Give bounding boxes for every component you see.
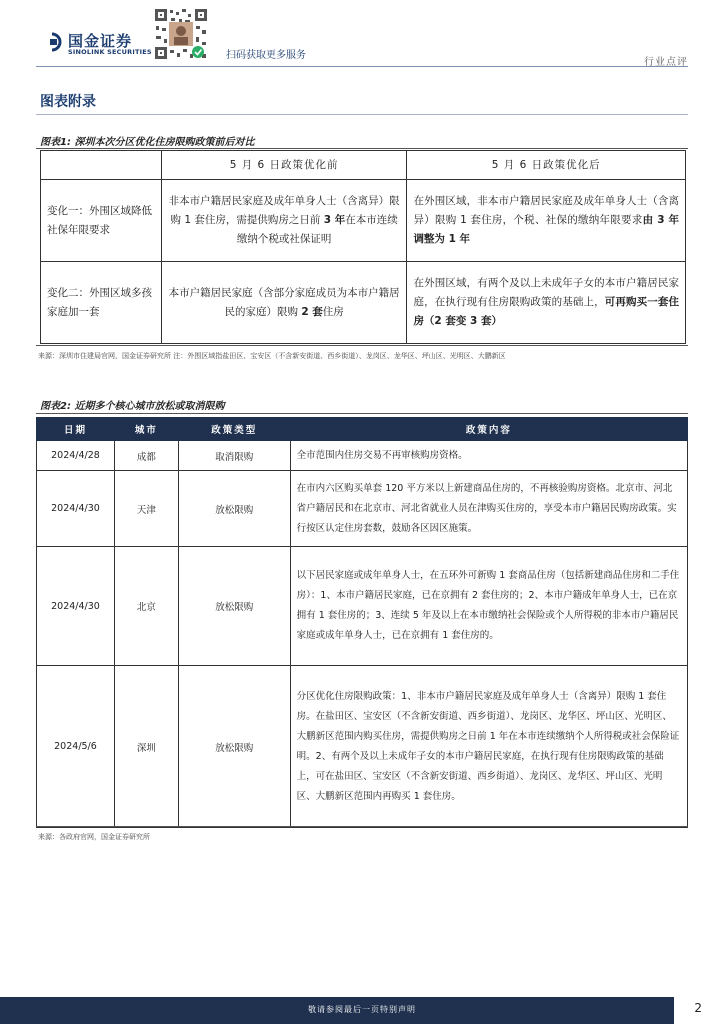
company-name-cn: 国金证券 [68,32,133,50]
section-title: 图表附录 [40,94,96,110]
header-divider [36,66,688,67]
header-date: 日期 [37,418,115,441]
header-cell-before: 5 月 6 日政策优化前 [161,151,407,180]
header-policy-content: 政策内容 [290,418,687,441]
table-row [41,180,686,262]
header-cell-empty [41,151,162,180]
policy-type-cell: 放松限购 [178,666,290,828]
policy-type-cell: 放松限购 [178,547,290,666]
report-type-label: 行业点评 [644,57,688,68]
table-header-row [41,151,686,180]
table-row [37,441,688,471]
qr-code-icon[interactable] [152,6,210,62]
date-cell: 2024/4/30 [37,547,115,666]
figure2-bottom-rule [36,826,688,827]
date-cell: 2024/4/28 [37,441,115,471]
footer-disclaimer-link[interactable]: 敬请参阅最后一页特别声明 [308,1005,416,1014]
city-cell: 天津 [114,471,178,547]
section-divider [36,114,688,115]
figure2-top-rule [36,413,688,414]
policy-content-cell: 分区优化住房限购政策：1、非本市户籍居民家庭及成年单身人士（含离异）限购 1 套住房。在盐田区、宝安区（不含新安街道、西乡街道）、龙岗区、龙华区、坪山区、光明区、大鹏新区范围内购买住房，需提供购房之日前 1 年在本市连续缴纳个人所得税或社会保险证明。2、有两个及以上未成年子女的本市户籍居民家庭，在执行现有住房限购政策的基础上，可在盐田区、宝安区（不含新安街道、西乡街道）、龙岗区、龙华区、坪山区、光明区、大鹏新区范围内再购买 1 套住房。 [290,666,687,828]
row-label: 变化一：外围区域降低社保年限要求 [41,180,162,262]
table-row [37,666,688,828]
scan-for-service-text: 扫码获取更多服务 [226,50,306,61]
header-cell-after: 5 月 6 日政策优化后 [407,151,686,180]
policy-before-cell: 非本市户籍居民家庭及成年单身人士（含离异）限购 1 套住房，需提供购房之日前 3 年在本市连续缴纳个税或社保证明 [161,180,407,262]
table-row [37,547,688,666]
table-row [41,262,686,344]
policy-type-cell: 放松限购 [178,471,290,547]
table-row [37,471,688,547]
city-cell: 深圳 [114,666,178,828]
row-label: 变化二：外围区域多孩家庭加一套 [41,262,162,344]
date-cell: 2024/4/30 [37,471,115,547]
date-cell: 2024/5/6 [37,666,115,828]
header-city: 城市 [114,418,178,441]
figure2-source: 来源：各政府官网，国金证券研究所 [38,833,150,841]
policy-content-cell: 以下居民家庭或成年单身人士，在五环外可新购 1 套商品住房（包括新建商品住房和二手住房）：1、本市户籍居民家庭，已在京拥有 2 套住房的；2、本市户籍成年单身人士，已在京拥有 1 套住房的；3、连续 5 年及以上在本市缴纳社会保险或个人所得税的非本市户籍居民家庭或成年单身人士，已在京拥有 1 套住房的。 [290,547,687,666]
policy-after-cell: 在外围区域，有两个及以上未成年子女的本市户籍居民家庭，在执行现有住房限购政策的基础上，可再购买一套住房（2 套变 3 套） [407,262,686,344]
policy-content-cell: 在市内六区购买单套 120 平方米以上新建商品住房的，不再核验购房资格。北京市、河北省户籍居民和在北京市、河北省就业人员在津购买住房的，享受本市户籍居民购房政策。实行按区认定住房套数，鼓励各区因区施策。 [290,471,687,547]
figure2-policy-table [36,417,688,828]
city-cell: 北京 [114,547,178,666]
table-header-row [37,418,688,441]
company-name-en: SINOLINK SECURITIES [68,48,152,56]
figure1-source: 来源：深圳市住建局官网，国金证券研究所 注：外围区域指盐田区、宝安区（不含新安街道、西乡街道）、龙岗区、龙华区、坪山区、光明区、大鹏新区 [38,352,506,360]
figure1-title: 图表1: 深圳本次分区优化住房限购政策前后对比 [40,137,255,148]
header-policy-type: 政策类型 [178,418,290,441]
policy-before-cell: 本市户籍居民家庭（含部分家庭成员为本市户籍居民的家庭）限购 2 套住房 [161,262,407,344]
city-cell: 成都 [114,441,178,471]
policy-after-cell: 在外围区域，非本市户籍居民家庭及成年单身人士（含离异）限购 1 套住房，个税、社保的缴纳年限要求由 3 年调整为 1 年 [407,180,686,262]
figure1-bottom-rule [36,345,688,346]
sinolink-logo-icon [40,31,64,53]
figure2-title: 图表2: 近期多个核心城市放松或取消限购 [40,401,225,412]
page-number: 2 [694,1001,702,1015]
figure1-top-rule [36,148,688,149]
policy-content-cell: 全市范围内住房交易不再审核购房资格。 [290,441,687,471]
policy-type-cell: 取消限购 [178,441,290,471]
figure1-comparison-table [40,150,686,344]
